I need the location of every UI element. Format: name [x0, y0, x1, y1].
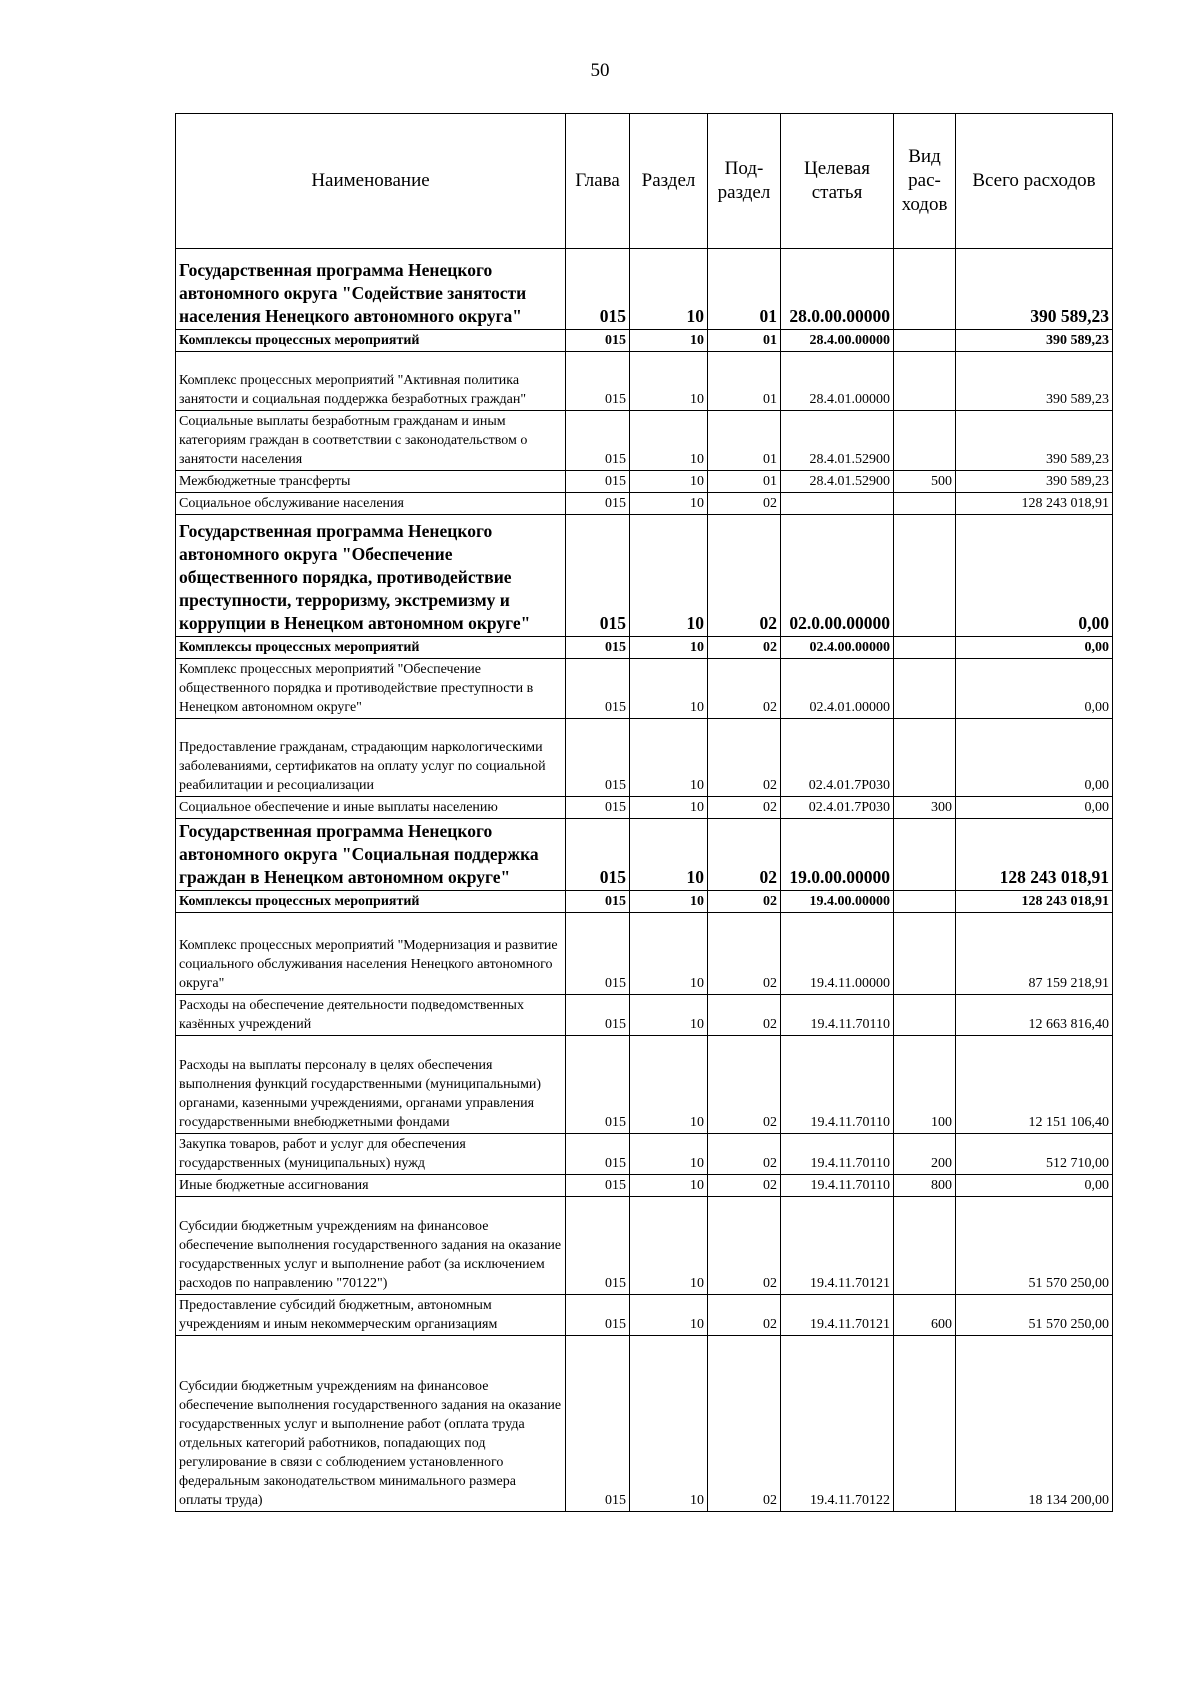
- cell-podrazdel: 02: [708, 1134, 781, 1175]
- cell-total: 0,00: [956, 719, 1113, 797]
- cell-total: 18 134 200,00: [956, 1336, 1113, 1512]
- cell-statya: 19.4.11.70122: [781, 1336, 894, 1512]
- cell-vid: [894, 819, 956, 891]
- cell-vid: 600: [894, 1295, 956, 1336]
- cell-glava: 015: [566, 493, 630, 515]
- cell-name: Межбюджетные трансферты: [176, 471, 566, 493]
- cell-vid: [894, 411, 956, 471]
- cell-total: 12 663 816,40: [956, 995, 1113, 1036]
- cell-podrazdel: 02: [708, 1336, 781, 1512]
- cell-total: 390 589,23: [956, 411, 1113, 471]
- header-statya: Целевая статья: [781, 114, 894, 249]
- cell-razdel: 10: [630, 1336, 708, 1512]
- cell-total: 390 589,23: [956, 249, 1113, 330]
- table-row: [176, 493, 1113, 515]
- cell-name: Комплекс процессных мероприятий "Модернизация и развитие социального обслуживания населения Ненецкого автономного округа": [176, 913, 566, 995]
- cell-podrazdel: 01: [708, 411, 781, 471]
- cell-podrazdel: 02: [708, 1197, 781, 1295]
- table-row: [176, 249, 1113, 330]
- cell-podrazdel: 01: [708, 249, 781, 330]
- cell-name: Расходы на обеспечение деятельности подведомственных казённых учреждений: [176, 995, 566, 1036]
- table-row: [176, 515, 1113, 637]
- cell-vid: [894, 659, 956, 719]
- cell-vid: [894, 995, 956, 1036]
- cell-statya: 28.4.01.52900: [781, 471, 894, 493]
- cell-glava: 015: [566, 1175, 630, 1197]
- cell-total: 128 243 018,91: [956, 891, 1113, 913]
- header-glava: Глава: [566, 114, 630, 249]
- cell-razdel: 10: [630, 1134, 708, 1175]
- cell-razdel: 10: [630, 995, 708, 1036]
- cell-statya: [781, 493, 894, 515]
- cell-glava: 015: [566, 1134, 630, 1175]
- cell-statya: 28.4.01.52900: [781, 411, 894, 471]
- cell-name: Комплекс процессных мероприятий "Активная политика занятости и социальная поддержка безработных граждан": [176, 352, 566, 411]
- header-total: Всего расходов: [956, 114, 1113, 249]
- cell-statya: 19.4.11.70110: [781, 1134, 894, 1175]
- cell-vid: 300: [894, 797, 956, 819]
- cell-name: Комплексы процессных мероприятий: [176, 637, 566, 659]
- cell-razdel: 10: [630, 797, 708, 819]
- cell-name: Комплекс процессных мероприятий "Обеспечение общественного порядка и противодействие преступности в Ненецком автономном округе": [176, 659, 566, 719]
- cell-name: Государственная программа Ненецкого автономного округа "Социальная поддержка граждан в Ненецком автономном округе": [176, 819, 566, 891]
- cell-total: 390 589,23: [956, 330, 1113, 352]
- cell-glava: 015: [566, 995, 630, 1036]
- cell-total: 512 710,00: [956, 1134, 1113, 1175]
- cell-total: 51 570 250,00: [956, 1197, 1113, 1295]
- cell-statya: 19.4.11.70110: [781, 1175, 894, 1197]
- table-row: [176, 1134, 1113, 1175]
- cell-razdel: 10: [630, 471, 708, 493]
- cell-vid: [894, 352, 956, 411]
- cell-razdel: 10: [630, 659, 708, 719]
- cell-name: Социальное обеспечение и иные выплаты населению: [176, 797, 566, 819]
- cell-razdel: 10: [630, 1197, 708, 1295]
- cell-glava: 015: [566, 1197, 630, 1295]
- cell-vid: [894, 515, 956, 637]
- page-number: 50: [590, 60, 610, 81]
- cell-razdel: 10: [630, 819, 708, 891]
- cell-podrazdel: 02: [708, 493, 781, 515]
- header-row: [176, 114, 1113, 249]
- budget-table: [175, 113, 1113, 1512]
- cell-statya: 19.0.00.00000: [781, 819, 894, 891]
- cell-name: Предоставление гражданам, страдающим наркологическими заболеваниями, сертификатов на оплату услуг по социальной реабилитации и ресоциализации: [176, 719, 566, 797]
- cell-statya: 19.4.11.00000: [781, 913, 894, 995]
- cell-name: Расходы на выплаты персоналу в целях обеспечения выполнения функций государственными (муниципальными) органами, казенными учреждениями, органами управления государственными внебюджетными фондами: [176, 1036, 566, 1134]
- cell-total: 128 243 018,91: [956, 493, 1113, 515]
- table-row: [176, 659, 1113, 719]
- cell-vid: [894, 330, 956, 352]
- cell-glava: 015: [566, 891, 630, 913]
- cell-glava: 015: [566, 515, 630, 637]
- cell-name: Комплексы процессных мероприятий: [176, 891, 566, 913]
- cell-vid: 800: [894, 1175, 956, 1197]
- cell-razdel: 10: [630, 1175, 708, 1197]
- cell-total: 51 570 250,00: [956, 1295, 1113, 1336]
- cell-razdel: 10: [630, 249, 708, 330]
- cell-statya: 19.4.11.70121: [781, 1197, 894, 1295]
- cell-name: Иные бюджетные ассигнования: [176, 1175, 566, 1197]
- cell-vid: 200: [894, 1134, 956, 1175]
- header-razdel: Раздел: [630, 114, 708, 249]
- table-row: [176, 819, 1113, 891]
- cell-glava: 015: [566, 330, 630, 352]
- cell-podrazdel: 02: [708, 515, 781, 637]
- cell-name: Социальные выплаты безработным гражданам и иным категориям граждан в соответствии с законодательством о занятости населения: [176, 411, 566, 471]
- table-row: [176, 891, 1113, 913]
- cell-statya: 02.4.01.7Р030: [781, 719, 894, 797]
- cell-vid: [894, 249, 956, 330]
- cell-vid: [894, 1336, 956, 1512]
- cell-name: Закупка товаров, работ и услуг для обеспечения государственных (муниципальных) нужд: [176, 1134, 566, 1175]
- header-vid: Вид рас- ходов: [894, 114, 956, 249]
- cell-glava: 015: [566, 352, 630, 411]
- cell-podrazdel: 02: [708, 1295, 781, 1336]
- cell-total: 390 589,23: [956, 471, 1113, 493]
- cell-podrazdel: 02: [708, 995, 781, 1036]
- cell-podrazdel: 02: [708, 1036, 781, 1134]
- cell-total: 87 159 218,91: [956, 913, 1113, 995]
- cell-statya: 28.0.00.00000: [781, 249, 894, 330]
- table-row: [176, 1175, 1113, 1197]
- cell-podrazdel: 02: [708, 637, 781, 659]
- cell-total: 0,00: [956, 515, 1113, 637]
- table-row: [176, 1197, 1113, 1295]
- cell-podrazdel: 02: [708, 719, 781, 797]
- cell-statya: 02.4.01.00000: [781, 659, 894, 719]
- cell-podrazdel: 02: [708, 891, 781, 913]
- cell-razdel: 10: [630, 493, 708, 515]
- cell-glava: 015: [566, 913, 630, 995]
- cell-razdel: 10: [630, 330, 708, 352]
- cell-razdel: 10: [630, 719, 708, 797]
- cell-statya: 28.4.00.00000: [781, 330, 894, 352]
- table-row: [176, 1336, 1113, 1512]
- cell-name: Государственная программа Ненецкого автономного округа "Обеспечение общественного порядка, противодействие преступности, терроризму, экстремизму и коррупции в Ненецком автономном округе": [176, 515, 566, 637]
- cell-statya: 02.4.01.7Р030: [781, 797, 894, 819]
- cell-glava: 015: [566, 1336, 630, 1512]
- table-row: [176, 1295, 1113, 1336]
- cell-glava: 015: [566, 719, 630, 797]
- cell-vid: [894, 891, 956, 913]
- cell-podrazdel: 01: [708, 471, 781, 493]
- cell-razdel: 10: [630, 913, 708, 995]
- cell-total: 0,00: [956, 797, 1113, 819]
- cell-statya: 19.4.00.00000: [781, 891, 894, 913]
- cell-vid: 100: [894, 1036, 956, 1134]
- cell-statya: 19.4.11.70110: [781, 995, 894, 1036]
- cell-total: 0,00: [956, 1175, 1113, 1197]
- cell-vid: 500: [894, 471, 956, 493]
- cell-razdel: 10: [630, 891, 708, 913]
- cell-vid: [894, 493, 956, 515]
- cell-razdel: 10: [630, 352, 708, 411]
- cell-glava: 015: [566, 411, 630, 471]
- cell-podrazdel: 02: [708, 913, 781, 995]
- header-name: Наименование: [176, 114, 566, 249]
- cell-razdel: 10: [630, 515, 708, 637]
- cell-razdel: 10: [630, 1295, 708, 1336]
- table-row: [176, 797, 1113, 819]
- cell-total: 0,00: [956, 637, 1113, 659]
- cell-glava: 015: [566, 1036, 630, 1134]
- cell-glava: 015: [566, 819, 630, 891]
- cell-statya: 02.0.00.00000: [781, 515, 894, 637]
- header-podrazdel: Под- раздел: [708, 114, 781, 249]
- cell-glava: 015: [566, 659, 630, 719]
- table-row: [176, 913, 1113, 995]
- table-row: [176, 471, 1113, 493]
- cell-podrazdel: 02: [708, 1175, 781, 1197]
- cell-name: Государственная программа Ненецкого автономного округа "Содействие занятости населения Ненецкого автономного округа": [176, 249, 566, 330]
- cell-razdel: 10: [630, 1036, 708, 1134]
- table-row: [176, 995, 1113, 1036]
- cell-podrazdel: 01: [708, 352, 781, 411]
- table-row: [176, 330, 1113, 352]
- cell-vid: [894, 637, 956, 659]
- cell-total: 128 243 018,91: [956, 819, 1113, 891]
- cell-glava: 015: [566, 249, 630, 330]
- cell-glava: 015: [566, 1295, 630, 1336]
- cell-statya: 19.4.11.70121: [781, 1295, 894, 1336]
- table-row: [176, 411, 1113, 471]
- cell-name: Субсидии бюджетным учреждениям на финансовое обеспечение выполнения государственного задания на оказание государственных услуг и выполнение работ (оплата труда отдельных категорий работников, попадающих под регулирование в связи с соблюдением установленного федеральным законодательством минимального размера оплаты труда): [176, 1336, 566, 1512]
- cell-statya: 19.4.11.70110: [781, 1036, 894, 1134]
- table-row: [176, 1036, 1113, 1134]
- cell-total: 390 589,23: [956, 352, 1113, 411]
- table-row: [176, 637, 1113, 659]
- cell-statya: 02.4.00.00000: [781, 637, 894, 659]
- table-row: [176, 719, 1113, 797]
- cell-glava: 015: [566, 637, 630, 659]
- cell-name: Комплексы процессных мероприятий: [176, 330, 566, 352]
- cell-podrazdel: 02: [708, 819, 781, 891]
- cell-vid: [894, 913, 956, 995]
- cell-glava: 015: [566, 797, 630, 819]
- cell-total: 0,00: [956, 659, 1113, 719]
- cell-podrazdel: 02: [708, 797, 781, 819]
- cell-statya: 28.4.01.00000: [781, 352, 894, 411]
- cell-razdel: 10: [630, 637, 708, 659]
- cell-glava: 015: [566, 471, 630, 493]
- table-row: [176, 352, 1113, 411]
- cell-vid: [894, 1197, 956, 1295]
- cell-total: 12 151 106,40: [956, 1036, 1113, 1134]
- cell-podrazdel: 01: [708, 330, 781, 352]
- cell-name: Предоставление субсидий бюджетным, автономным учреждениям и иным некоммерческим организациям: [176, 1295, 566, 1336]
- cell-razdel: 10: [630, 411, 708, 471]
- cell-name: Субсидии бюджетным учреждениям на финансовое обеспечение выполнения государственного задания на оказание государственных услуг и выполнение работ (за исключением расходов по направлению "70122"): [176, 1197, 566, 1295]
- cell-podrazdel: 02: [708, 659, 781, 719]
- cell-vid: [894, 719, 956, 797]
- cell-name: Социальное обслуживание населения: [176, 493, 566, 515]
